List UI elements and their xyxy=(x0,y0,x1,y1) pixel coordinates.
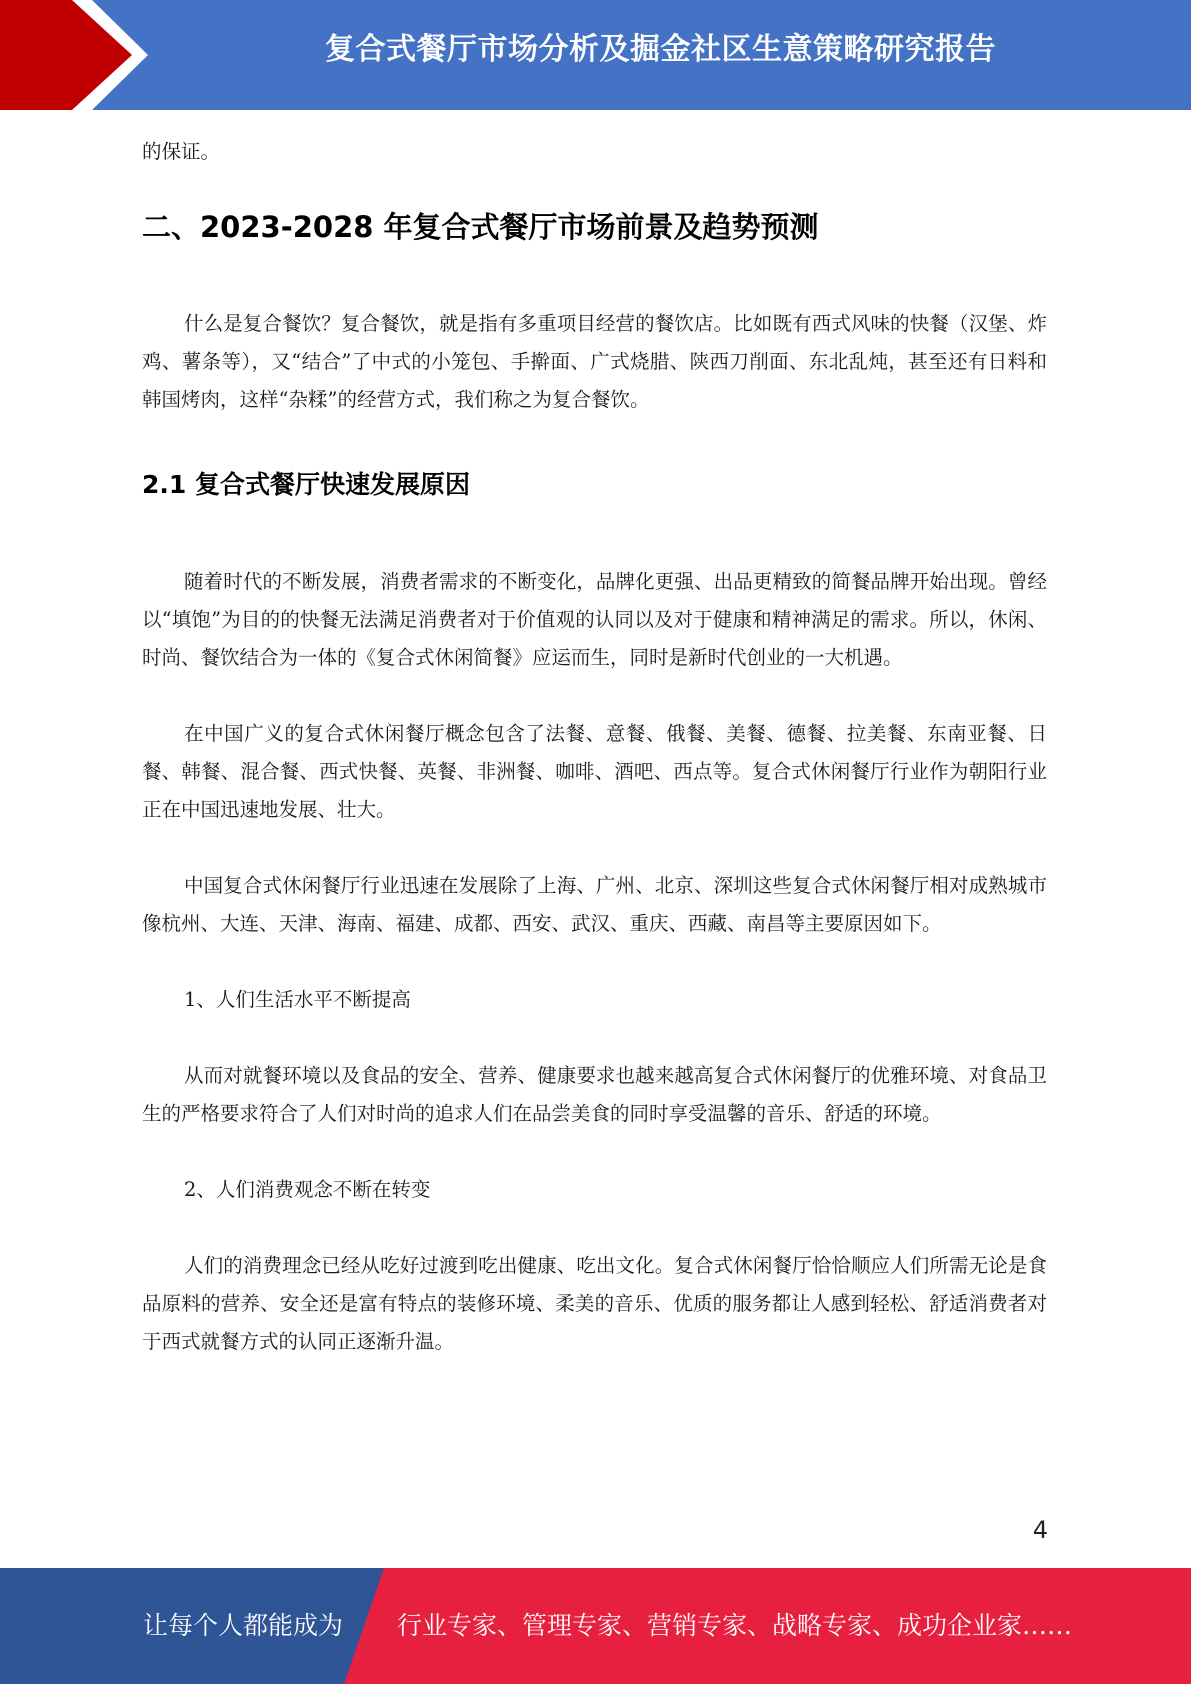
reason-2-title: 2、人们消费观念不断在转变 xyxy=(184,1178,431,1201)
document-body xyxy=(142,133,1047,1361)
footer-slogan-left: 让每个人都能成为 xyxy=(143,1611,344,1640)
section-heading: 二、2023-2028 年复合式餐厅市场前景及趋势预测 xyxy=(142,210,819,244)
footer-slogan-right: 行业专家、管理专家、营销专家、战略专家、成功企业家…… xyxy=(397,1611,1073,1640)
intro-tail-text: 的保证。 xyxy=(142,140,221,163)
section-paragraph: 什么是复合餐饮？复合餐饮，就是指有多重项目经营的餐饮店。比如既有西式风味的快餐（汉堡、炸鸡、薯条等），又“结合”了中式的小笼包、手擀面、广式烧腊、陕西刀削面、东北乱炖，甚至还有日料和韩国烤肉，这样“杂糅”的经营方式，我们称之为复合餐饮。 xyxy=(142,312,1047,411)
paragraph-concept: 在中国广义的复合式休闲餐厅概念包含了法餐、意餐、俄餐、美餐、德餐、拉美餐、东南亚餐、日餐、韩餐、混合餐、西式快餐、英餐、非洲餐、咖啡、酒吧、西点等。复合式休闲餐厅行业作为朝阳行业正在中国迅速地发展、壮大。 xyxy=(142,722,1047,821)
reason-1-title: 1、人们生活水平不断提高 xyxy=(184,988,411,1011)
page-footer xyxy=(0,1568,1191,1684)
reason-2-text: 人们的消费理念已经从吃好过渡到吃出健康、吃出文化。复合式休闲餐厅恰恰顺应人们所需无论是食品原料的营养、安全还是富有特点的装修环境、柔美的音乐、优质的服务都让人感到轻松、舒适消费者对于西式就餐方式的认同正逐渐升温。 xyxy=(142,1254,1047,1353)
page-number: 4 xyxy=(1032,1516,1048,1544)
header-title: 复合式餐厅市场分析及掘金社区生意策略研究报告 xyxy=(325,32,996,67)
reason-1-text: 从而对就餐环境以及食品的安全、营养、健康要求也越来越高复合式休闲餐厅的优雅环境、对食品卫生的严格要求符合了人们对时尚的追求人们在品尝美食的同时享受温馨的音乐、舒适的环境。 xyxy=(142,1064,1047,1125)
paragraph-cities: 中国复合式休闲餐厅行业迅速在发展除了上海、广州、北京、深圳这些复合式休闲餐厅相对成熟城市像杭州、大连、天津、海南、福建、成都、西安、武汉、重庆、西藏、南昌等主要原因如下。 xyxy=(142,874,1047,935)
subsection-heading: 2.1 复合式餐厅快速发展原因 xyxy=(142,470,470,499)
paragraph-development: 随着时代的不断发展，消费者需求的不断变化，品牌化更强、出品更精致的简餐品牌开始出现。曾经以“填饱”为目的的快餐无法满足消费者对于价值观的认同以及对于健康和精神满足的需求。所以，休闲、时尚、餐饮结合为一体的《复合式休闲简餐》应运而生，同时是新时代创业的一大机遇。 xyxy=(142,570,1047,669)
page-header xyxy=(0,0,1191,110)
